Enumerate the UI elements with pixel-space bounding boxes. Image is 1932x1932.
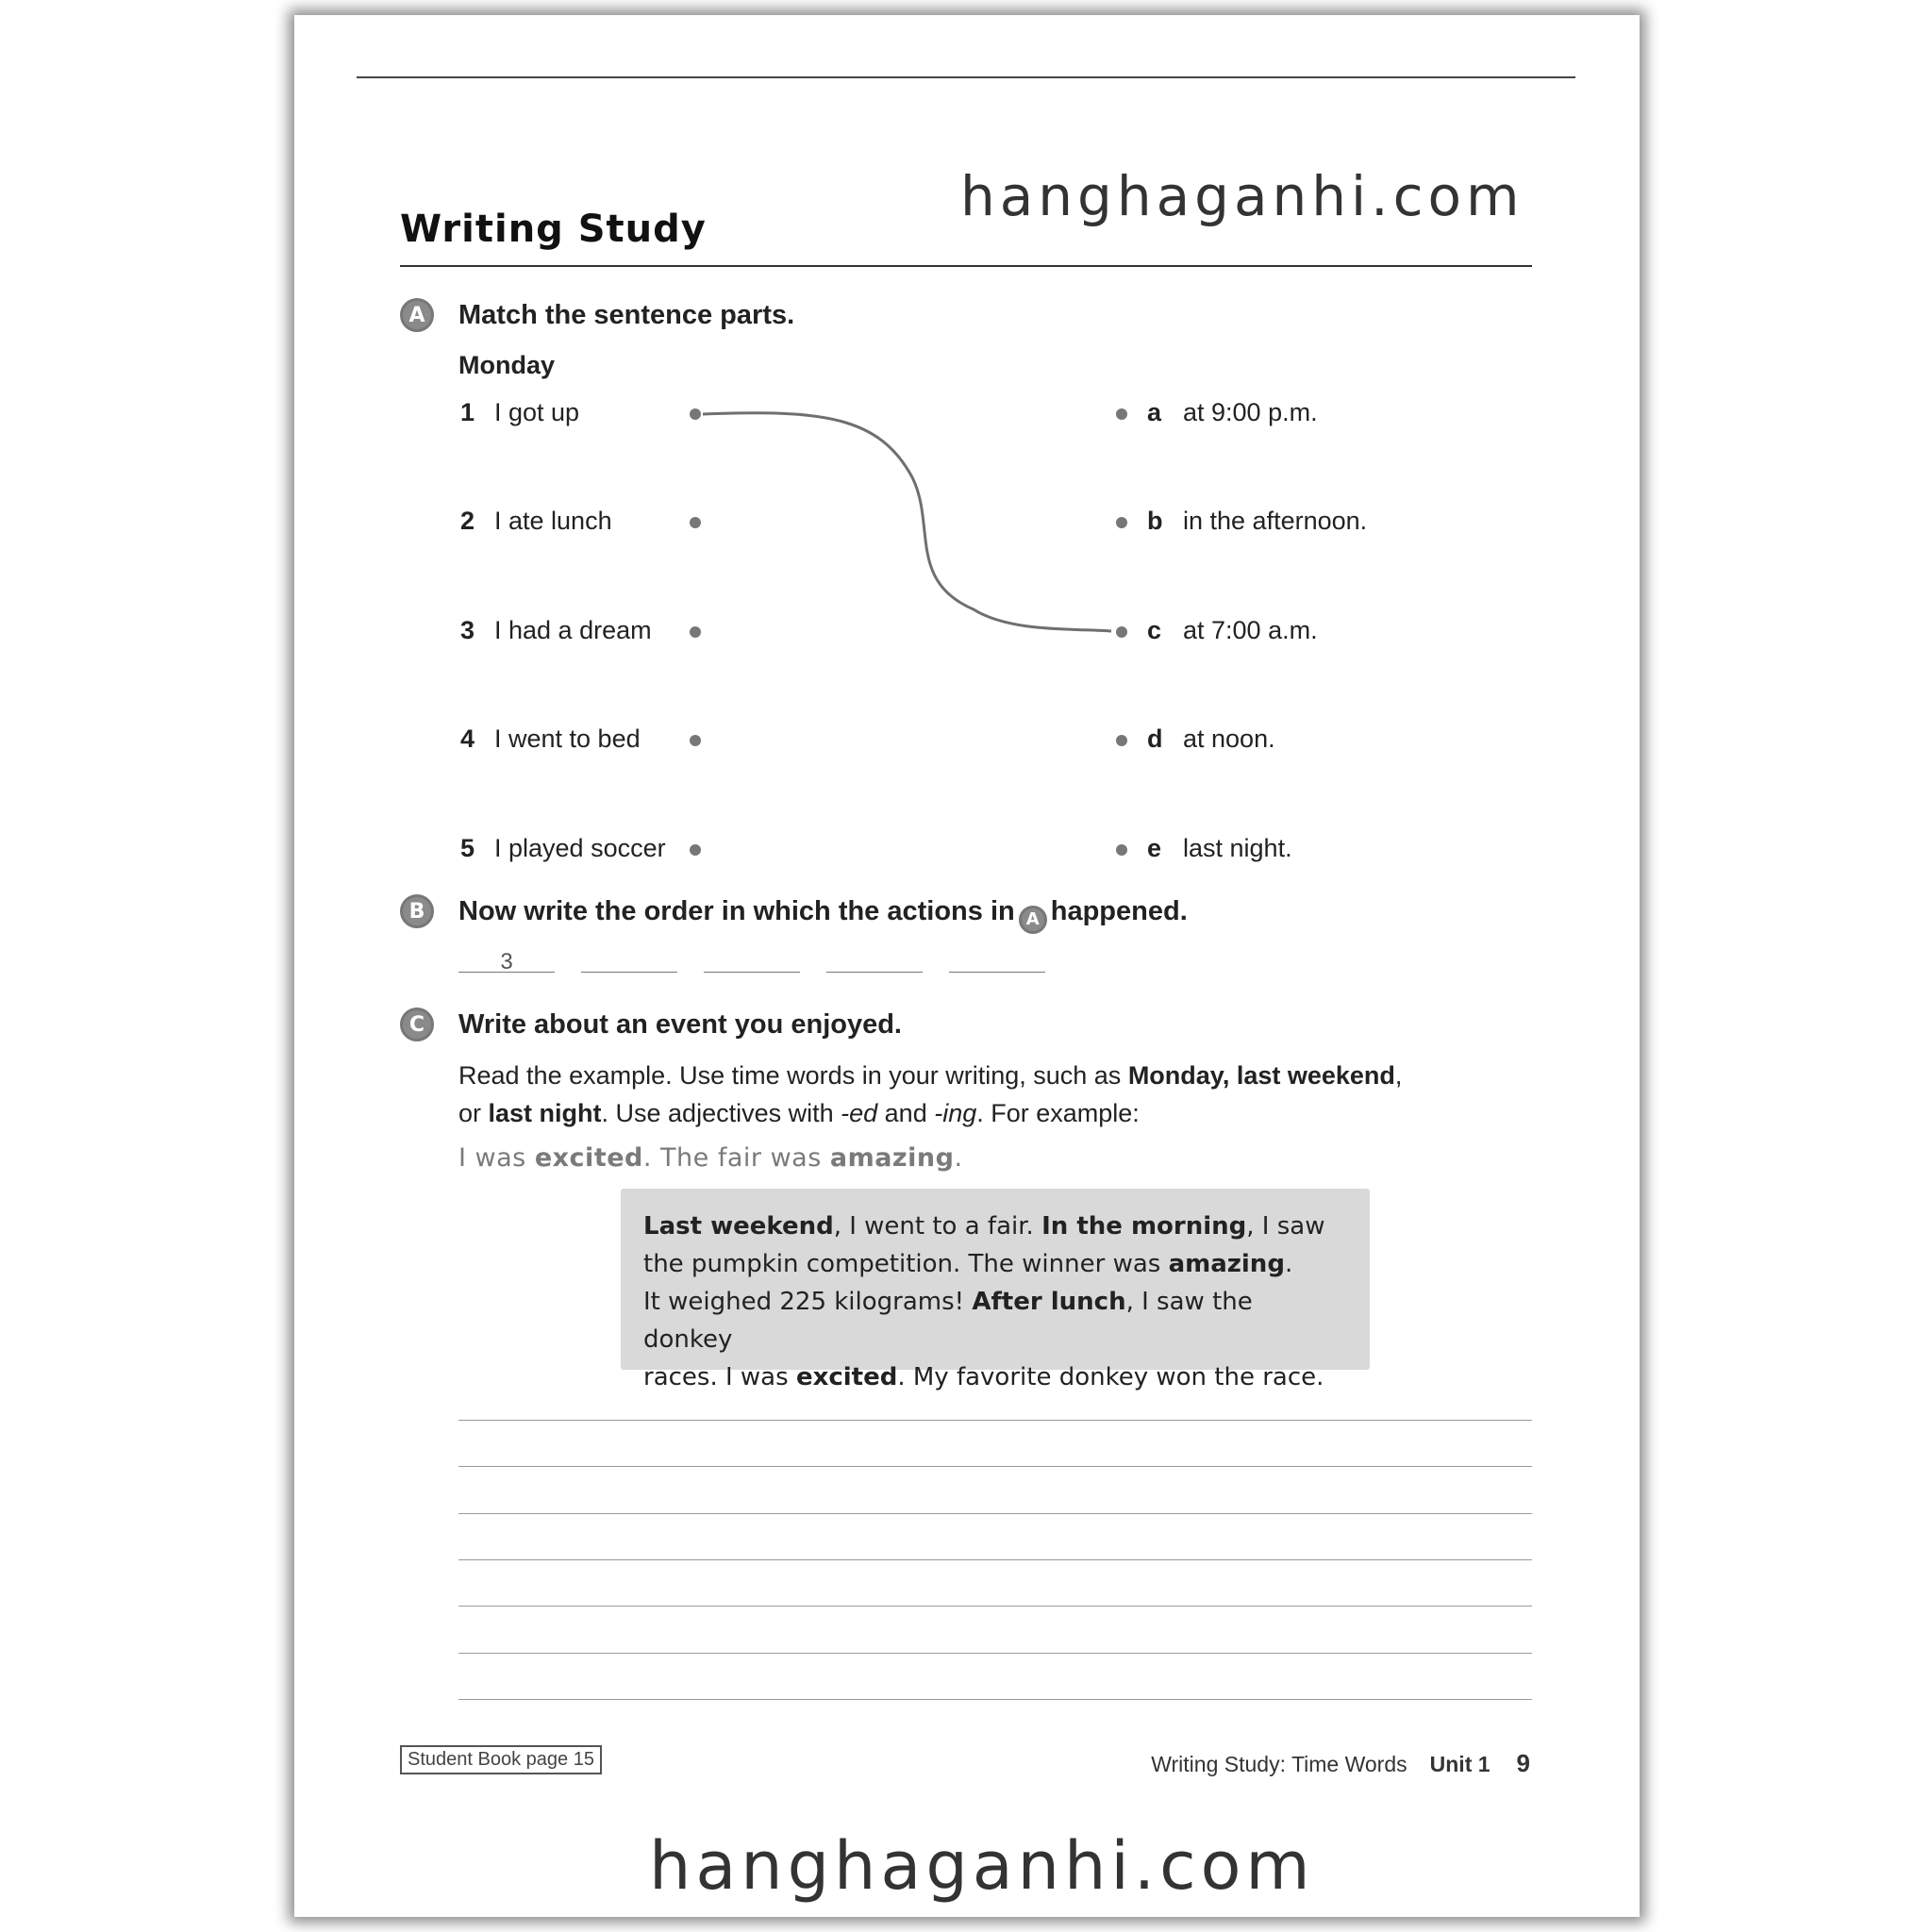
footer-topic: Writing Study: Time Words: [1151, 1752, 1407, 1776]
order-blank[interactable]: [581, 972, 677, 973]
right-item-text: at noon.: [1183, 724, 1275, 753]
writing-line[interactable]: [458, 1513, 1532, 1514]
example-paragraph-box: [621, 1189, 1370, 1391]
order-blank[interactable]: [826, 972, 923, 973]
right-item-text: at 7:00 a.m.: [1183, 616, 1318, 644]
left-item-text: I played soccer: [494, 834, 666, 862]
watermark-bottom: hanghaganhi.com: [649, 1827, 1315, 1905]
section-a-subheading: Monday: [458, 351, 556, 379]
example-sentence: I was excited. The fair was amazing.: [458, 1143, 963, 1173]
right-item-letter: b: [1147, 507, 1163, 535]
watermark-top: hanghaganhi.com: [960, 164, 1524, 228]
section-b-text-start: Now write the order in which the actions in: [458, 896, 1015, 926]
writing-line[interactable]: [458, 1559, 1532, 1560]
directions-line-1: Read the example. Use time words in your writing, such as Monday, last weekend,: [458, 1061, 1403, 1090]
inline-a-badge: A: [1019, 906, 1047, 934]
left-item-number: 5: [460, 834, 475, 862]
directions-line-2: or last night. Use adjectives with -ed and -ing. For example:: [458, 1099, 1140, 1127]
left-item-number: 2: [460, 507, 475, 535]
example-line-2: the pumpkin competition. The winner was amazing.: [643, 1250, 1293, 1278]
left-item-text: I got up: [494, 398, 580, 426]
order-answer-value: 3: [500, 949, 513, 974]
footer-unit: Unit 1: [1429, 1752, 1491, 1776]
section-a-instruction: Match the sentence parts.: [458, 300, 795, 330]
worksheet-page: [294, 15, 1640, 1917]
left-item-number: 3: [460, 616, 475, 644]
right-item-text: at 9:00 p.m.: [1183, 398, 1318, 426]
order-blank[interactable]: [458, 972, 555, 973]
section-title: Writing Study: [400, 208, 707, 251]
right-item-text: in the afternoon.: [1183, 507, 1368, 535]
writing-line[interactable]: [458, 1420, 1532, 1421]
page-number: 9: [1516, 1749, 1530, 1777]
section-b-instruction: [458, 896, 1188, 934]
left-item-text: I ate lunch: [494, 507, 612, 535]
left-item-number: 4: [460, 724, 475, 753]
writing-line[interactable]: [458, 1606, 1532, 1607]
example-line-3: It weighed 225 kilograms! After lunch, I saw the donkey: [643, 1288, 1253, 1354]
order-blank[interactable]: [949, 972, 1045, 973]
writing-line[interactable]: [458, 1699, 1532, 1700]
right-item-letter: a: [1147, 398, 1162, 426]
example-line-1: Last weekend, I went to a fair. In the morning, I saw: [643, 1212, 1325, 1241]
right-item-letter: d: [1147, 724, 1163, 753]
section-a-badge: A: [400, 298, 434, 332]
left-item-text: I went to bed: [494, 724, 641, 753]
section-c-badge: C: [400, 1008, 434, 1041]
student-book-reference: Student Book page 15: [400, 1745, 602, 1774]
section-b-badge: B: [400, 894, 434, 928]
section-b-text-end: happened.: [1050, 896, 1188, 926]
writing-line[interactable]: [458, 1653, 1532, 1654]
order-blank[interactable]: [704, 972, 800, 973]
section-c-instruction: Write about an event you enjoyed.: [458, 1009, 902, 1040]
right-item-text: last night.: [1183, 834, 1292, 862]
section-c-directions: [458, 1057, 1496, 1132]
example-line-4: races. I was excited. My favorite donkey won the race.: [643, 1363, 1324, 1391]
left-item-number: 1: [460, 398, 475, 426]
right-item-letter: e: [1147, 834, 1162, 862]
match-connector-svg: [294, 15, 1640, 958]
left-item-text: I had a dream: [494, 616, 652, 644]
example-match-line: [703, 413, 1111, 631]
right-item-letter: c: [1147, 616, 1162, 644]
footer-info: [1151, 1749, 1530, 1778]
writing-line[interactable]: [458, 1466, 1532, 1467]
